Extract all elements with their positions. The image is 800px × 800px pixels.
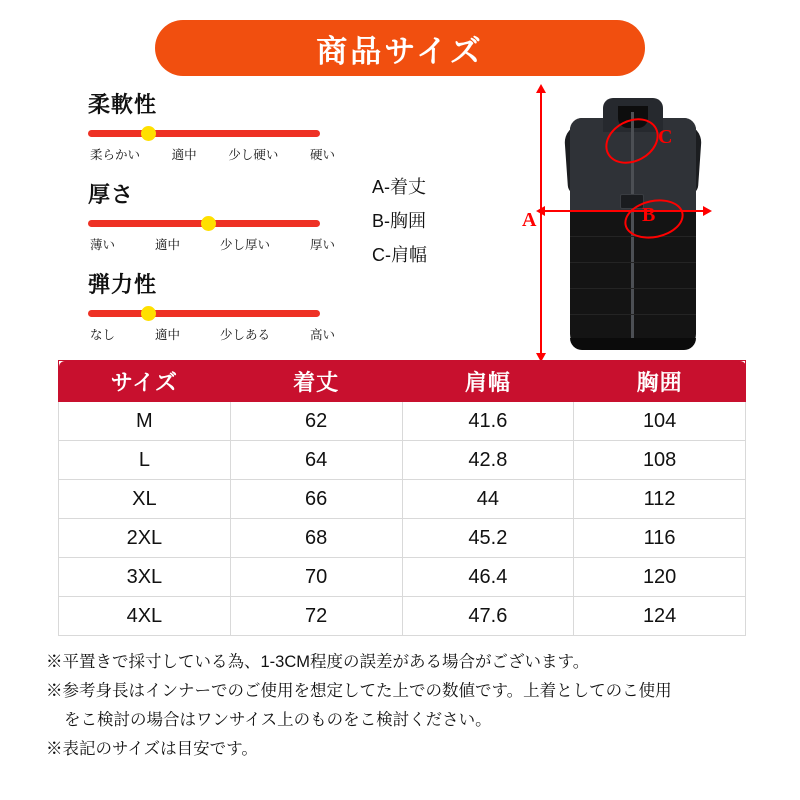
slider-track-thickness[interactable] [88, 215, 348, 233]
measurement-legend [372, 170, 427, 272]
cell-length: 66 [230, 480, 402, 519]
slider-tick: 高い [309, 328, 335, 342]
slider-track-elasticity[interactable] [88, 305, 348, 323]
attribute-sliders [88, 88, 348, 358]
product-photo-area [520, 84, 750, 364]
vest-quilt-line [570, 314, 696, 315]
length-arrow-vertical [540, 92, 542, 354]
slider-tick: 厚い [309, 238, 335, 252]
slider-label-flexibility: 柔軟性 [88, 92, 158, 117]
cell-size: 4XL [59, 597, 231, 636]
slider-ticks-elasticity [88, 325, 335, 343]
slider-tick: 少し硬い [228, 148, 279, 162]
slider-track-flexibility[interactable] [88, 125, 348, 143]
slider-knob-elasticity[interactable] [141, 306, 156, 321]
slider-rail [88, 310, 320, 317]
cell-length: 62 [230, 402, 402, 441]
table-header-size: サイズ [59, 361, 231, 402]
cell-size: XL [59, 480, 231, 519]
marker-label-a: A [522, 209, 537, 231]
notes-section [46, 648, 766, 764]
table-header-row [59, 361, 746, 402]
table-row [59, 519, 746, 558]
cell-length: 64 [230, 441, 402, 480]
note-line: ※表記のサイズは目安です。 [46, 740, 258, 758]
marker-label-b: B [642, 204, 656, 226]
cell-length: 68 [230, 519, 402, 558]
cell-chest: 108 [574, 441, 746, 480]
cell-size: M [59, 402, 231, 441]
slider-ticks-flexibility [88, 145, 335, 163]
table-header-shoulder: 肩幅 [402, 361, 574, 402]
vest-quilt-line [570, 262, 696, 263]
slider-tick: 薄い [90, 238, 116, 252]
table-header-length: 着丈 [230, 361, 402, 402]
cell-shoulder: 46.4 [402, 558, 574, 597]
slider-group-elasticity [88, 268, 348, 343]
cell-shoulder: 41.6 [402, 402, 574, 441]
slider-tick: 適中 [171, 148, 197, 162]
table-row [59, 480, 746, 519]
legend-item-a: A-着丈 [372, 177, 426, 197]
cell-shoulder: 44 [402, 480, 574, 519]
marker-label-c: C [658, 126, 673, 148]
slider-tick: 少しある [219, 328, 270, 342]
slider-knob-thickness[interactable] [201, 216, 216, 231]
cell-length: 72 [230, 597, 402, 636]
cell-size: 2XL [59, 519, 231, 558]
cell-shoulder: 45.2 [402, 519, 574, 558]
table-row [59, 402, 746, 441]
table-row [59, 558, 746, 597]
slider-label-elasticity: 弾力性 [88, 272, 158, 297]
size-table [58, 360, 746, 636]
cell-chest: 116 [574, 519, 746, 558]
slider-rail [88, 130, 320, 137]
slider-ticks-thickness [88, 235, 335, 253]
slider-tick: 柔らかい [90, 148, 141, 162]
slider-label-thickness: 厚さ [88, 182, 135, 207]
note-line: ※参考身長はインナーでのご使用を想定してた上での数値です。上着としてのこ使用 [46, 682, 672, 700]
cell-chest: 120 [574, 558, 746, 597]
note-line: ※平置きで採寸している為、1-3CM程度の誤差がある場合がございます。 [46, 653, 590, 671]
table-header-chest: 胸囲 [574, 361, 746, 402]
slider-knob-flexibility[interactable] [141, 126, 156, 141]
cell-shoulder: 42.8 [402, 441, 574, 480]
cell-size: L [59, 441, 231, 480]
slider-tick: なし [90, 328, 116, 342]
slider-group-flexibility [88, 88, 348, 163]
slider-tick: 少し厚い [219, 238, 270, 252]
legend-item-c: C-肩幅 [372, 245, 427, 265]
size-table-body [59, 402, 746, 636]
slider-tick: 硬い [309, 148, 335, 162]
vest-hem [570, 338, 696, 350]
legend-item-b: B-胸囲 [372, 211, 426, 231]
page-title-banner [155, 20, 645, 76]
cell-chest: 104 [574, 402, 746, 441]
page-title: 商品サイズ [316, 33, 484, 69]
vest-quilt-line [570, 236, 696, 237]
size-table-head [59, 361, 746, 402]
slider-group-thickness [88, 178, 348, 253]
table-row [59, 597, 746, 636]
table-row [59, 441, 746, 480]
cell-shoulder: 47.6 [402, 597, 574, 636]
slider-tick: 適中 [154, 328, 180, 342]
note-line: をこ検討の場合はワンサイス上のものをこ検討ください。 [64, 711, 492, 729]
slider-tick: 適中 [154, 238, 180, 252]
cell-size: 3XL [59, 558, 231, 597]
cell-chest: 112 [574, 480, 746, 519]
vest-quilt-line [570, 288, 696, 289]
cell-chest: 124 [574, 597, 746, 636]
cell-length: 70 [230, 558, 402, 597]
